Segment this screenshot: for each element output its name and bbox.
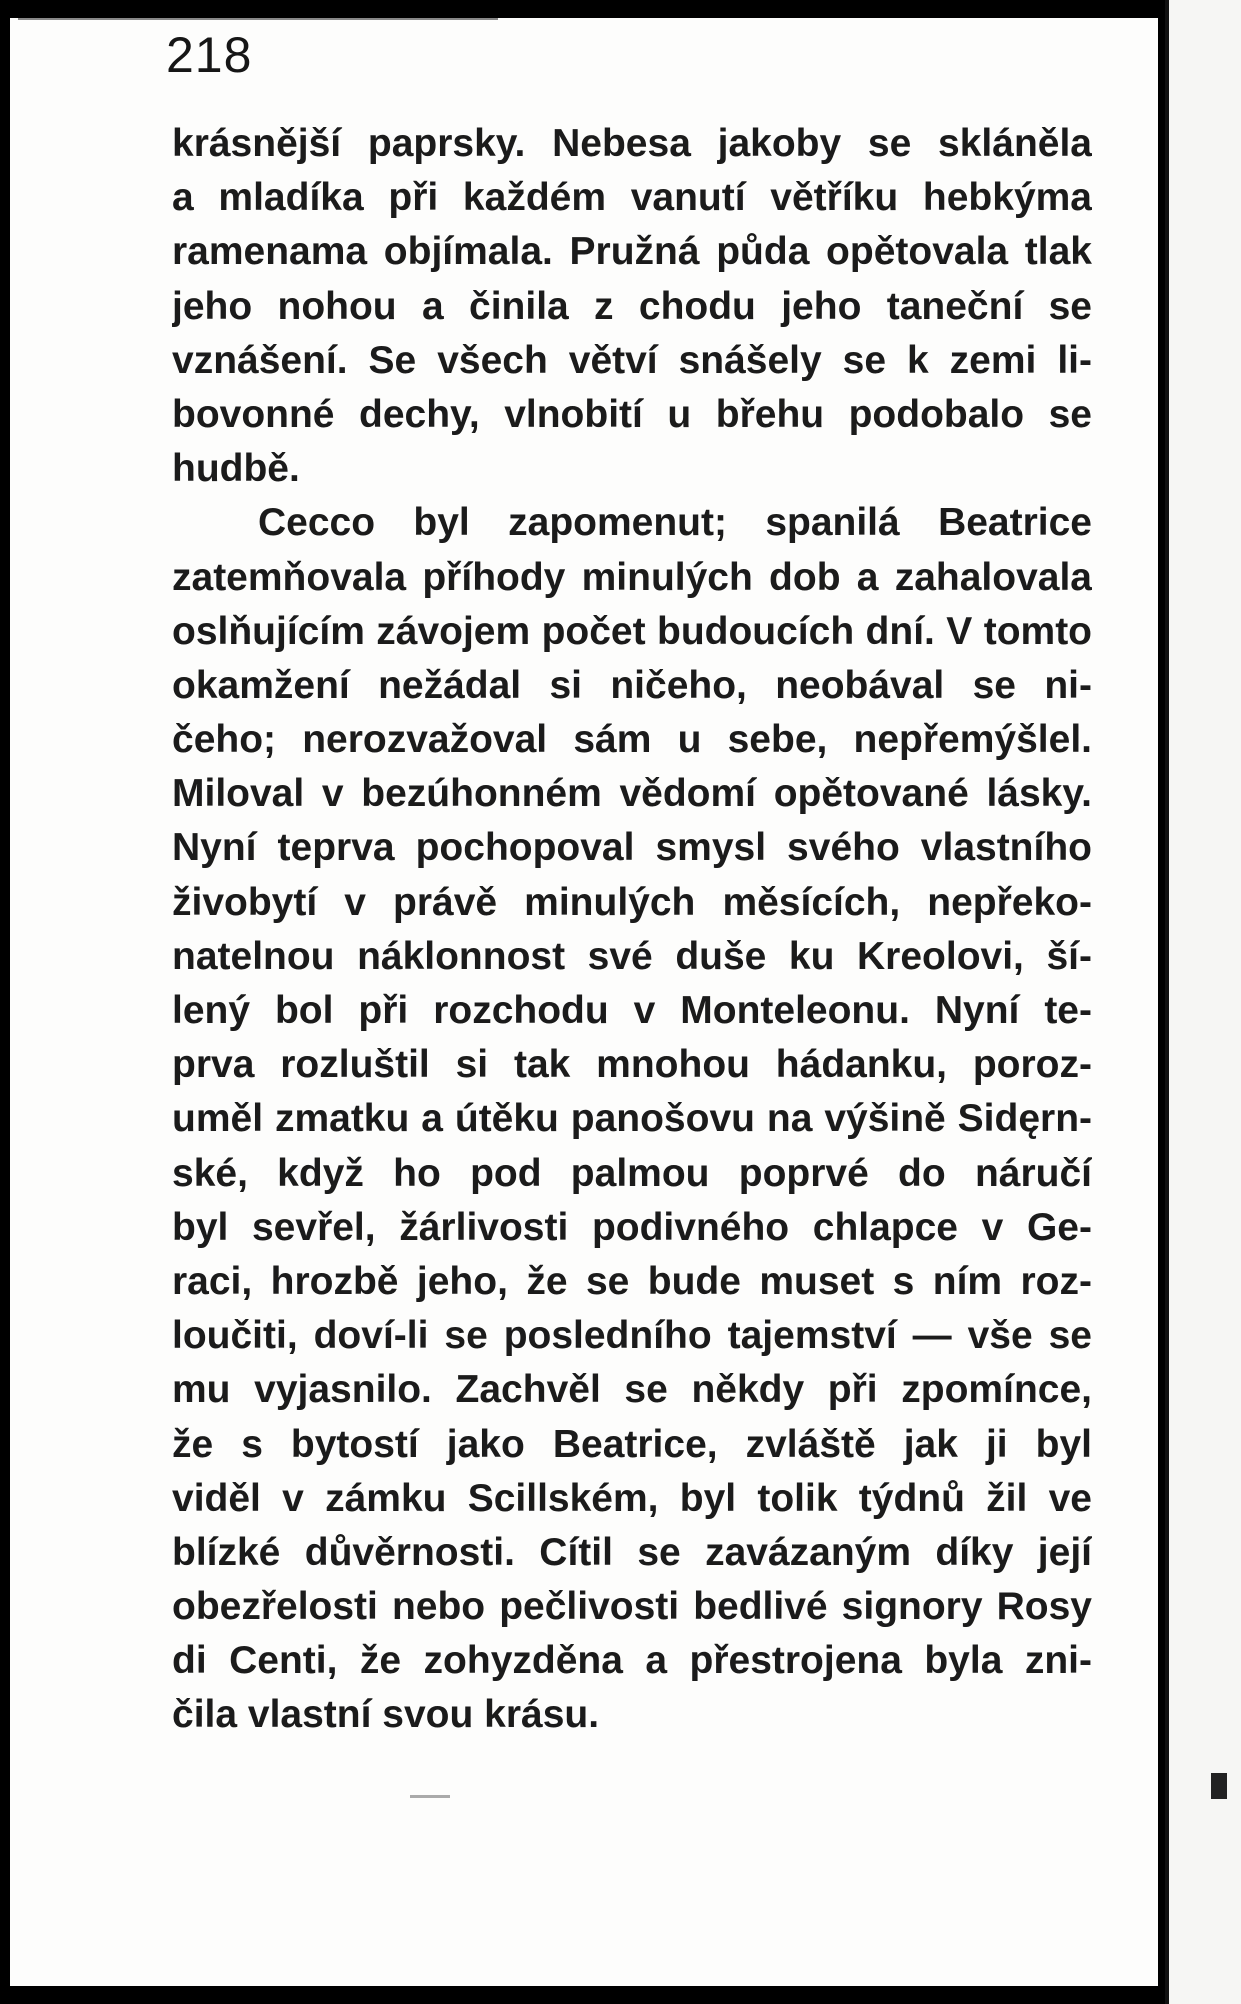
binding-mark bbox=[1211, 1773, 1227, 1799]
text-line: živobytí v právě minulých měsících, nepřeko- bbox=[172, 880, 1092, 924]
text-line: obezřelosti nebo pečlivosti bedlivé signory Rosy bbox=[172, 1585, 1092, 1629]
text-line: čila vlastní svou krásu. bbox=[172, 1693, 600, 1737]
text-line: lený bol při rozchodu v Monteleonu. Nyní te- bbox=[172, 989, 1092, 1032]
text-line: vznášení. Se všech větví snášely se k zemi li- bbox=[172, 338, 1092, 382]
text-line: byl sevřel, žárlivosti podivného chlapce v Ge- bbox=[172, 1205, 1092, 1249]
text-line: viděl v zámku Scillském, byl tolik týdnů žil ve bbox=[172, 1476, 1092, 1520]
text-line: ské, když ho pod palmou poprvé do náručí bbox=[172, 1151, 1092, 1195]
text-line: ramenama objímala. Pružná půda opětovala tlak bbox=[172, 230, 1092, 274]
text-line: raci, hrozbě jeho, že se bude muset s ním roz- bbox=[172, 1259, 1092, 1303]
page-number: 218 bbox=[166, 27, 253, 83]
adjacent-page-edge bbox=[1165, 0, 1241, 2004]
text-line: hudbě. bbox=[172, 447, 300, 491]
text-line: okamžení nežádal si ničeho, neobával se ni- bbox=[172, 663, 1092, 707]
text-line: blízké důvěrnosti. Cítil se zavázaným díky její bbox=[172, 1530, 1092, 1574]
text-line: bovonné dechy, vlnobití u břehu podobalo se bbox=[172, 392, 1092, 436]
page-top-edge bbox=[18, 18, 498, 20]
text-line: uměl zmatku a útěku panošovu na výšině Sidęrn- bbox=[172, 1097, 1092, 1141]
text-line: loučiti, doví-li se posledního tajemství — vše se bbox=[172, 1314, 1092, 1358]
text-line: Nyní teprva pochopoval smysl svého vlastního bbox=[172, 826, 1092, 870]
text-line: prva rozluštil si tak mnohou hádanku, poroz- bbox=[172, 1043, 1092, 1087]
text-line: natelnou náklonnost své duše ku Kreolovi, ší- bbox=[172, 934, 1092, 978]
text-line: krásnější paprsky. Nebesa jakoby se skláněla bbox=[172, 122, 1092, 165]
text-line: Miloval v bezúhonném vědomí opětované lásky. bbox=[172, 772, 1092, 816]
text-line: di Centi, že zohyzděna a přestrojena byla zni- bbox=[172, 1639, 1092, 1683]
text-line: zatemňovala příhody minulých dob a zahalovala bbox=[172, 555, 1092, 599]
paragraph-first-line: Cecco byl zapomenut; spanilá Beatrice bbox=[258, 501, 1092, 545]
body-text bbox=[172, 117, 1092, 1743]
text-line: že s bytostí jako Beatrice, zvláště jak ji byl bbox=[172, 1422, 1092, 1466]
print-speck bbox=[410, 1795, 450, 1798]
text-line: oslňujícím závojem počet budoucích dní. V tomto bbox=[172, 609, 1092, 653]
text-line: mu vyjasnilo. Zachvěl se někdy při zpomínce, bbox=[172, 1368, 1092, 1412]
text-line: jeho nohou a činila z chodu jeho taneční se bbox=[172, 284, 1092, 328]
text-line: čeho; nerozvažoval sám u sebe, nepřemýšlel. bbox=[172, 718, 1092, 762]
text-line: a mladíka při každém vanutí větříku hebkýma bbox=[172, 176, 1092, 220]
